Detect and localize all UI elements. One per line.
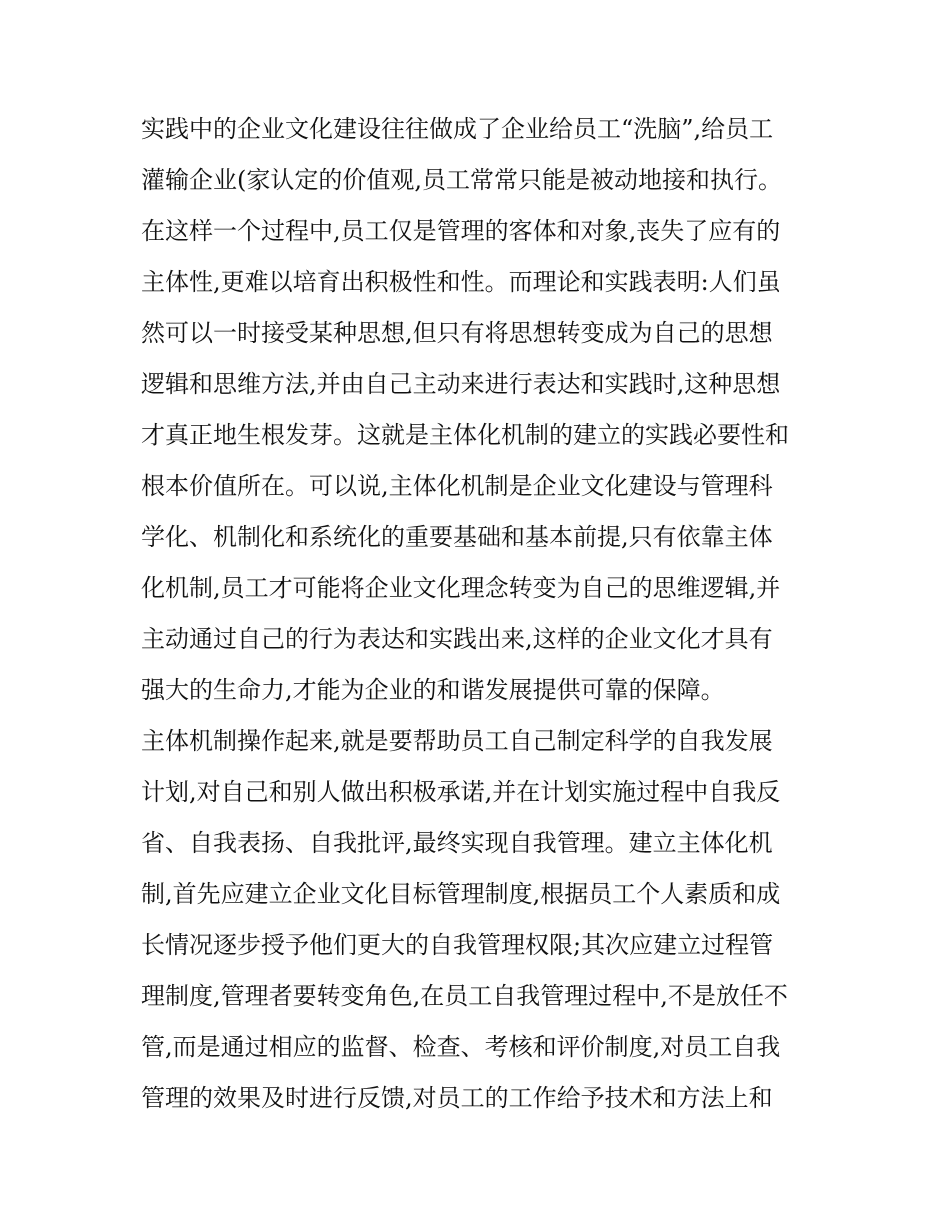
text-line: 化机制,员工才可能将企业文化理念转变为自己的思维逻辑,并: [141, 574, 781, 602]
text-line: 省、自我表扬、自我批评,最终实现自我管理。建立主体化机: [141, 829, 773, 857]
text-line: 主体机制操作起来,就是要帮助员工自己制定科学的自我发展: [141, 727, 773, 755]
text-line: 计划,对自己和别人做出积极承诺,并在计划实施过程中自我反: [141, 778, 781, 806]
text-line: 管,而是通过相应的监督、检查、考核和评价制度,对员工自我: [141, 1033, 781, 1061]
text-line: 长情况逐步授予他们更大的自我管理权限;其次应建立过程管: [141, 931, 774, 959]
text-line: 在这样一个过程中,员工仅是管理的客体和对象,丧失了应有的: [141, 217, 781, 245]
text-line: 理制度,管理者要转变角色,在员工自我管理过程中,不是放任不: [141, 982, 788, 1010]
body-text: [141, 104, 821, 1124]
text-line: 主动通过自己的行为表达和实践出来,这样的企业文化才具有: [141, 625, 773, 653]
text-line: 强大的生命力,才能为企业的和谐发展提供可靠的保障。: [141, 676, 725, 704]
text-line: 主体性,更难以培育出积极性和性。而理论和实践表明:人们虽: [141, 268, 781, 296]
text-line: 灌输企业(家认定的价值观,员工常常只能是被动地接和执行。: [141, 166, 782, 194]
text-line: 制,首先应建立企业文化目标管理制度,根据员工个人素质和成: [141, 880, 781, 908]
text-line: 根本价值所在。可以说,主体化机制是企业文化建设与管理科: [141, 472, 773, 500]
text-line: 学化、机制化和系统化的重要基础和基本前提,只有依靠主体: [141, 523, 773, 551]
text-line: 实践中的企业文化建设往往做成了企业给员工“洗脑”,给员工: [141, 115, 774, 143]
text-line: 然可以一时接受某种思想,但只有将思想转变成为自己的思想: [141, 319, 773, 347]
text-line: 逻辑和思维方法,并由自己主动来进行表达和实践时,这种思想: [141, 370, 781, 398]
text-line: 管理的效果及时进行反馈,对员工的工作给予技术和方法上和: [141, 1084, 773, 1112]
text-line: 才真正地生根发芽。这就是主体化机制的建立的实践必要性和: [141, 421, 789, 449]
